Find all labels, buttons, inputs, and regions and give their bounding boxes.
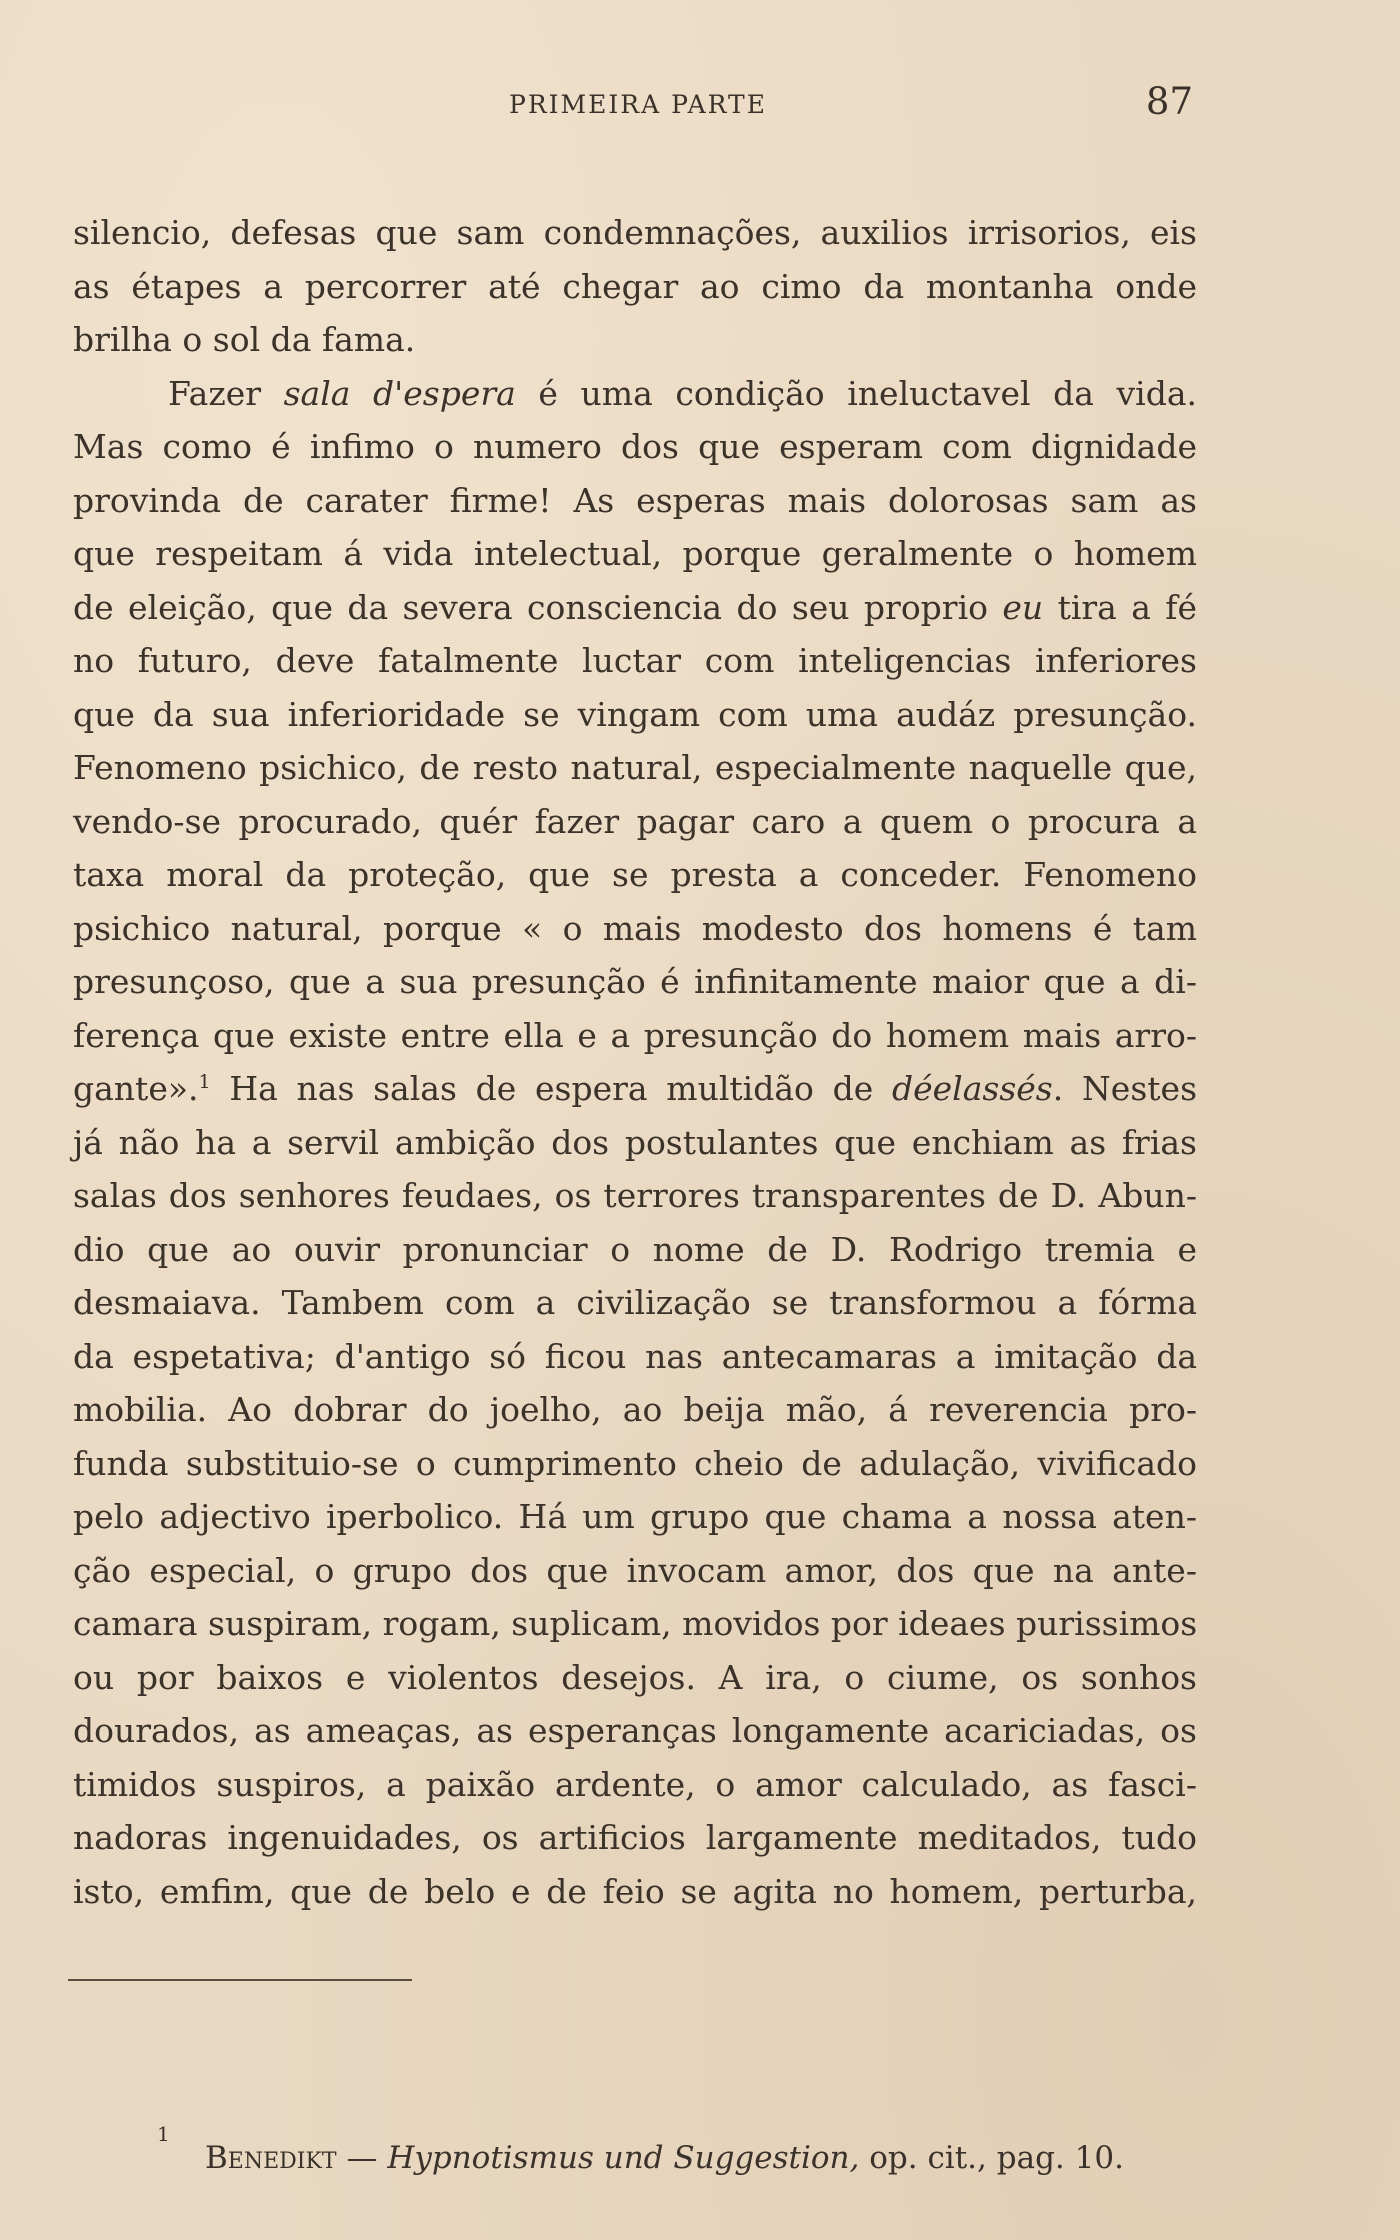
running-head — [73, 80, 1203, 130]
italic-word: eu — [1002, 587, 1044, 627]
text-line: funda substituio-se o cumprimento cheio de adulação, vivificado — [73, 1443, 1197, 1483]
text-line: ção especial, o grupo dos que invocam amor, dos que na ante- — [73, 1550, 1197, 1590]
footnote-rule — [68, 1979, 412, 1981]
text-line: camara suspiram, rogam, suplicam, movidos por ideaes purissimos — [73, 1604, 1198, 1643]
text-line: ou por baixos e violentos desejos. A ira, o ciume, os sonhos — [73, 1657, 1197, 1697]
footnote-title: Hypnotismus und Suggestion, — [387, 2140, 860, 2176]
text-line: Mas como é infimo o numero dos que esperam com dignidade — [73, 427, 1197, 466]
text-line: nadoras ingenuidades, os artificios largamente meditados, tudo — [73, 1818, 1197, 1857]
body-text — [73, 206, 1197, 1918]
text-line: isto, emfim, que de belo e de feio se agita no homem, perturba, — [73, 1871, 1197, 1911]
text-run: tira a fé — [1043, 587, 1197, 627]
text-line: ferença que existe entre ella e a presunção do homem mais arro- — [73, 1015, 1197, 1055]
text-run: Fazer — [168, 373, 284, 413]
text-line: psichico natural, porque « o mais modesto dos homens é tam — [73, 908, 1197, 948]
text-run: . Nestes — [1052, 1069, 1197, 1108]
text-line: Fenomeno psichico, de resto natural, especialmente naquelle que, — [73, 748, 1197, 787]
running-title: PRIMEIRA PARTE — [509, 90, 767, 119]
italic-phrase: sala d'espera — [283, 373, 516, 413]
text-line: salas dos senhores feudaes, os terrores transparentes de D. Abun- — [73, 1176, 1197, 1215]
text-line: dourados, as ameaças, as esperanças longamente acariciadas, os — [73, 1711, 1197, 1750]
footnote-dash: — — [336, 2140, 388, 2176]
text-line: silencio, defesas que sam condemnações, auxilios irrisorios, eis — [73, 213, 1197, 252]
page-number: 87 — [1145, 80, 1193, 123]
text-line: provinda de carater firme! As esperas mais dolorosas sam as — [73, 480, 1197, 520]
text-line: no futuro, deve fatalmente luctar com inteligencias inferiores — [73, 641, 1197, 680]
footnote-citation: op. cit., pag. 10. — [859, 2140, 1124, 2176]
footnote-text — [160, 2140, 1124, 2176]
footnote-marker: 1 — [157, 2122, 170, 2146]
text-line: desmaiava. Tambem com a civilização se transformou a fórma — [73, 1283, 1197, 1322]
text-run: de eleição, que da severa consciencia do seu proprio — [73, 587, 1003, 627]
text-run: gante». — [73, 1069, 199, 1108]
text-line: que da sua inferioridade se vingam com uma audáz presunção. — [73, 694, 1197, 734]
text-line: taxa moral da proteção, que se presta a conceder. Fenomeno — [73, 855, 1197, 894]
text-line: mobilia. Ao dobrar do joelho, ao beija mão, á reverencia pro- — [73, 1390, 1197, 1429]
text-line: já não ha a servil ambição dos postulantes que enchiam as frias — [73, 1122, 1197, 1162]
text-line: vendo-se procurado, quér fazer pagar caro a quem o procura a — [73, 801, 1197, 841]
text-line: timidos suspiros, a paixão ardente, o amor calculado, as fasci- — [73, 1764, 1197, 1804]
footnote — [157, 2122, 1124, 2176]
text-line: que respeitam á vida intelectual, porque geralmente o homem — [73, 534, 1197, 573]
text-run: é uma condição ineluctavel da vida. — [515, 373, 1198, 413]
text-line — [73, 581, 1197, 635]
italic-word: déelassés — [891, 1069, 1053, 1108]
footnote-author: Benedikt — [205, 2140, 337, 2176]
text-line: brilha o sol da fama. — [73, 320, 416, 359]
text-line: da espetativa; d'antigo só ficou nas antecamaras a imitação da — [73, 1336, 1197, 1376]
text-line: as étapes a percorrer até chegar ao cimo da montanha onde — [73, 266, 1197, 306]
footnote-reference: 1 — [198, 1071, 211, 1093]
text-line — [73, 367, 1197, 421]
text-line — [73, 1062, 1197, 1116]
text-run: Ha nas salas de espera multidão de — [210, 1069, 892, 1108]
text-line: presunçoso, que a sua presunção é infinitamente maior que a di- — [73, 962, 1197, 1001]
text-line: pelo adjectivo iperbolico. Há um grupo que chama a nossa aten- — [73, 1497, 1197, 1536]
text-line: dio que ao ouvir pronunciar o nome de D. Rodrigo tremia e — [73, 1229, 1197, 1269]
